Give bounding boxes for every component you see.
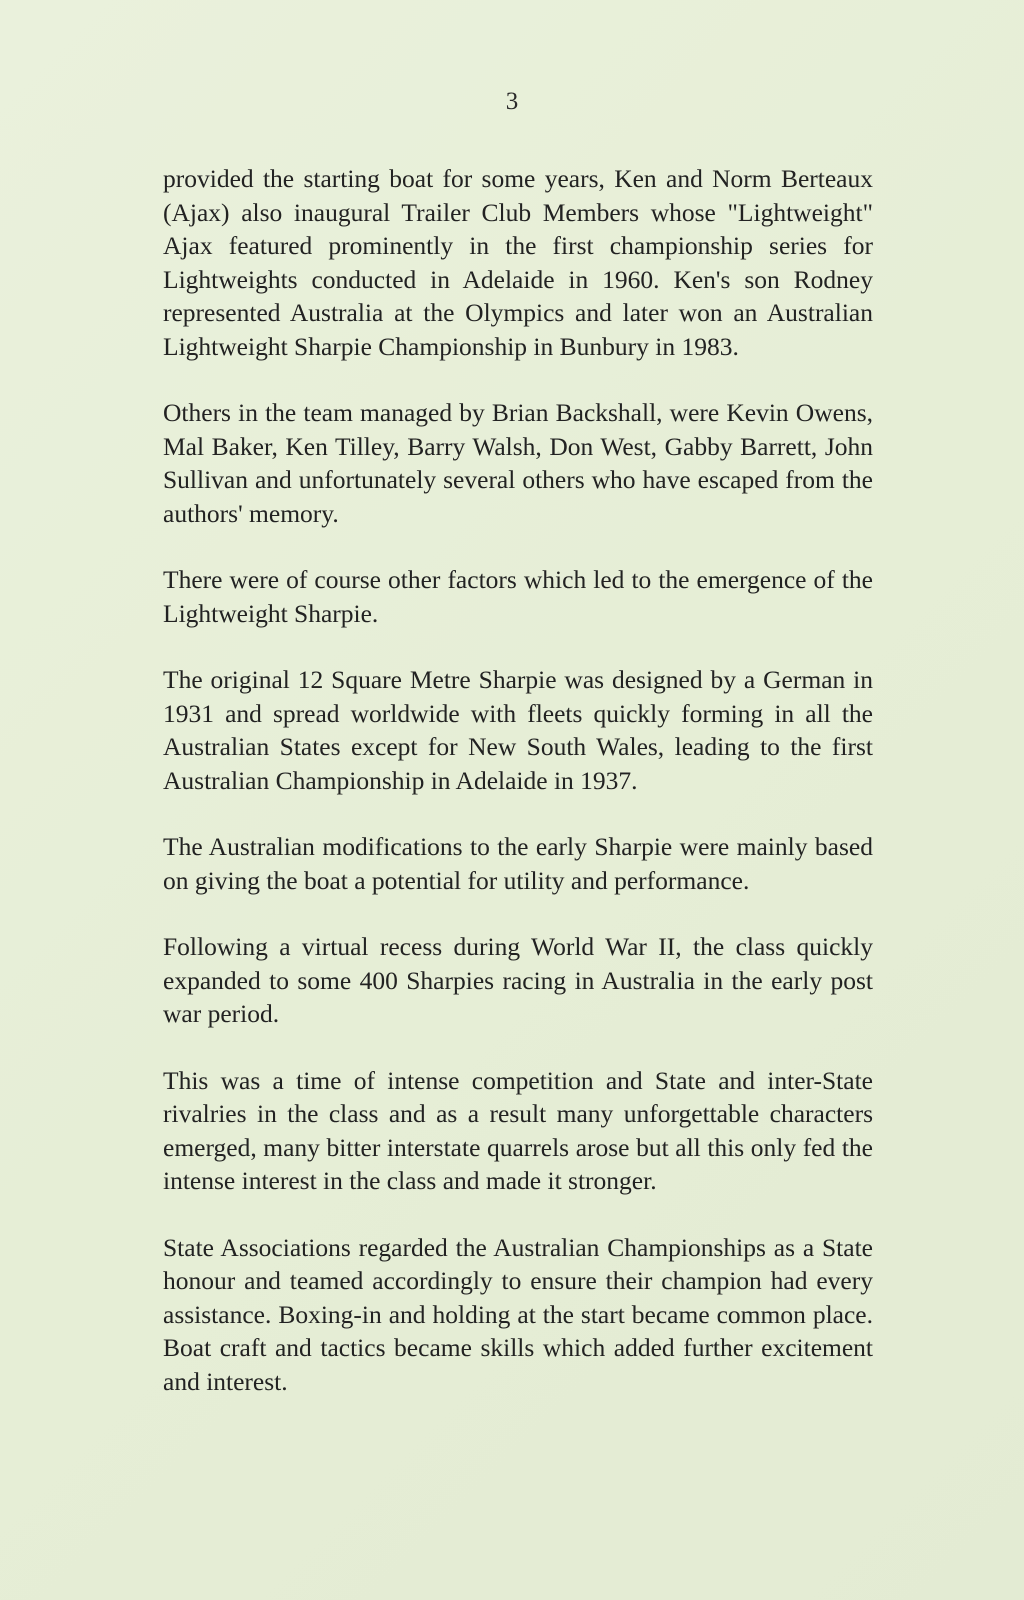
paragraph-6: Following a virtual recess during World War II, the class quickly expanded to some 400 Sharpies racing in Australia in the early post war period. bbox=[163, 932, 873, 1028]
paragraph-5: The Australian modifications to the early Sharpie were mainly based on giving the boat a potential for utility and performance. bbox=[163, 832, 873, 895]
body-text bbox=[163, 162, 873, 1431]
paragraph-3: There were of course other factors which led to the emergence of the Lightweight Sharpie. bbox=[163, 565, 873, 628]
paragraph-1: provided the starting boat for some years, Ken and Norm Berteaux (Ajax) also inaugural Trailer Club Members whose "Lightweight" Ajax featured prominently in the first championship series for Lightweights conducted in Adelaide in 1960. Ken's son Rodney represented Australia at the Olympics and later won an Australian Lightweight Sharpie Championship in Bunbury in 1983. bbox=[163, 164, 873, 361]
paragraph-2: Others in the team managed by Brian Backshall, were Kevin Owens, Mal Baker, Ken Tilley, Barry Walsh, Don West, Gabby Barrett, John Sullivan and unfortunately several others who have escaped from the authors' memory. bbox=[163, 398, 873, 528]
paragraph-7: This was a time of intense competition and State and inter-State rivalries in the class and as a result many unforgettable characters emerged, many bitter interstate quarrels arose but all this only fed the intense interest in the class and made it stronger. bbox=[163, 1065, 873, 1195]
paragraph-4: The original 12 Square Metre Sharpie was designed by a German in 1931 and spread worldwide with fleets quickly forming in all the Australian States except for New South Wales, leading to the first Australian Championship in Adelaide in 1937. bbox=[163, 665, 873, 795]
page-number: 3 bbox=[505, 88, 519, 115]
paragraph-8: State Associations regarded the Australian Championships as a State honour and teamed accordingly to ensure their champion had every assistance. Boxing-in and holding at the start became common place. Boat craft and tactics became skills which added further excitement and interest. bbox=[163, 1232, 873, 1396]
